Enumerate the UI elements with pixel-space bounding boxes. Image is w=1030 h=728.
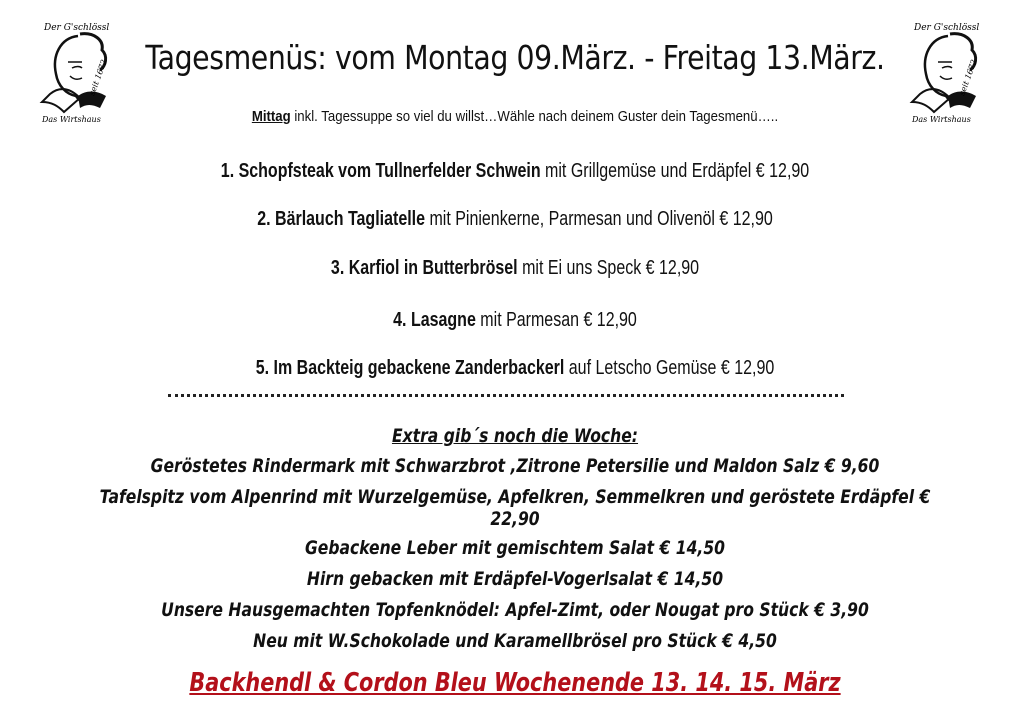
menu-item-1 [103,160,927,183]
menu-item-name: 2. Bärlauch Tagliatelle [257,208,426,230]
logo-text-year: seit 1672 [957,58,979,97]
extra-line: Gebackene Leber mit gemischtem Salat € 14,50 [304,537,726,559]
logo-text-bottom: Das Wirtshaus [42,115,101,124]
menu-item-2 [103,208,927,231]
menu-item-4 [103,309,927,332]
subtitle-mittag: Mittag [251,108,291,125]
extra-line: Unsere Hausgemachten Topfenknödel: Apfel-Zimt, oder Nougat pro Stück € 3,90 [161,599,869,621]
menu-item-name: 5. Im Backteig gebackene Zanderbackerl [255,357,565,379]
menu-item-name: 4. Lasagne [393,309,476,331]
menu-item-detail: mit Pinienkerne, Parmesan und Olivenöl € 12,90 [425,208,773,230]
logo-text-top: Der G'schlössl [44,23,110,33]
weekend-special: Backhendl & Cordon Bleu Wochenende 13. 14. 15. März [189,668,841,698]
menu-item-detail: mit Grillgemüse und Erdäpfel € 12,90 [540,160,810,182]
extra-line: Geröstetes Rindermark mit Schwarzbrot ,Zitrone Petersilie und Maldon Salz € 9,60 [150,455,880,477]
menu-item-detail: mit Parmesan € 12,90 [475,309,637,331]
menu-item-detail: mit Ei uns Speck € 12,90 [517,257,700,279]
menu-item-name: 1. Schopfsteak vom Tullnerfelder Schwein [220,160,541,182]
logo-text-year: seit 1672 [87,58,109,97]
extra-heading: Extra gib´s noch die Woche: [391,425,639,447]
extra-line: Tafelspitz vom Alpenrind mit Wurzelgemüse, Apfelkren, Semmelkren und geröstete Erdäpfel € 22,90 [99,486,931,530]
logo-text-bottom: Das Wirtshaus [912,115,971,124]
page-subtitle [62,108,968,125]
menu-item-detail: auf Letscho Gemüse € 12,90 [564,357,775,379]
menu-item-name: 3. Karfiol in Butterbrösel [330,257,518,279]
menu-item-3 [103,257,927,280]
extra-line: Hirn gebacken mit Erdäpfel-Vogerlsalat € 14,50 [306,568,724,590]
extra-line: Neu mit W.Schokolade und Karamellbrösel pro Stück € 4,50 [253,630,777,652]
dotted-divider [168,394,844,397]
menu-item-5 [103,357,927,380]
page-title: Tagesmenüs: vom Montag 09.März. - Freitag 13.März. [145,38,885,77]
logo-text-top: Der G'schlössl [914,23,980,33]
subtitle-text: inkl. Tagessuppe so viel du willst…Wähle nach deinem Guster dein Tagesmenü….. [290,108,779,125]
